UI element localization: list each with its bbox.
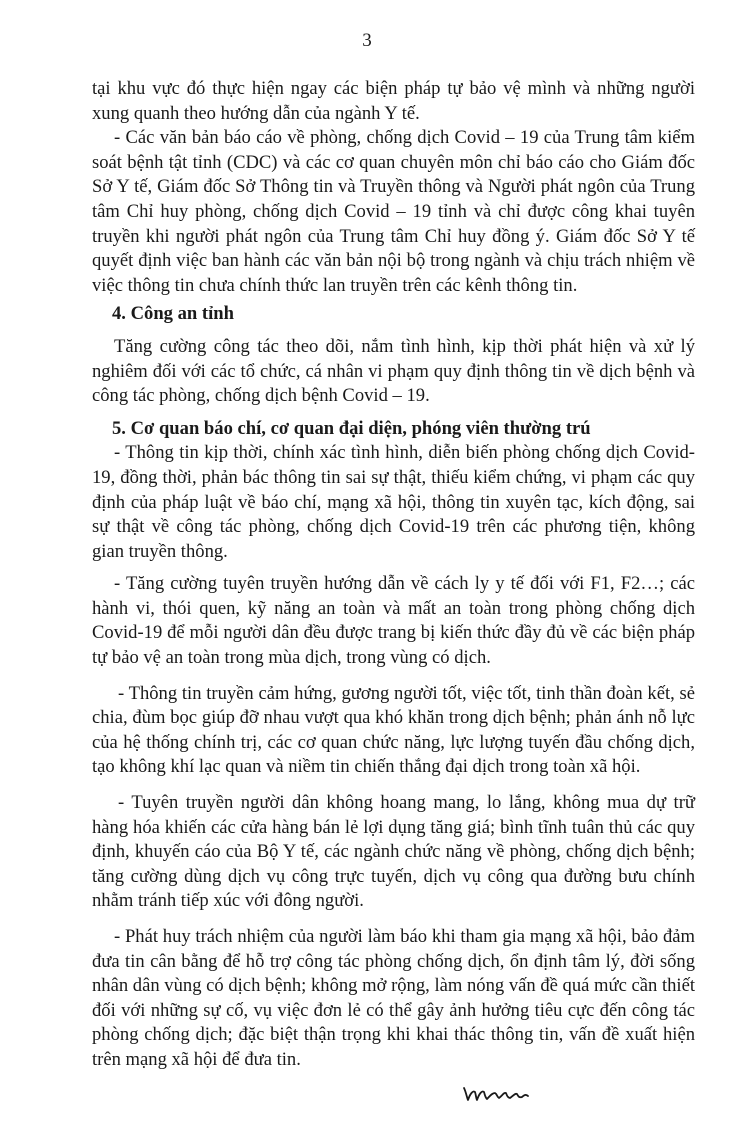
paragraph-press-responsibility: - Phát huy trách nhiệm của người làm báo khi tham gia mạng xã hội, bảo đảm đưa tin cân bằng để hỗ trợ công tác phòng chống dịch, ổn định tâm lý, đời sống nhân dân vùng có dịch bệnh; không mở rộng, làm nóng vấn đề quá mức cần thiết đối với những sự cố, vụ việc đơn lẻ có thể gây ảnh hưởng tiêu cực đến công tác phòng chống dịch; đặc biệt thận trọng khi khai thác thông tin, vấn đề xuất hiện trên mạng xã hội để đưa tin.: [92, 926, 695, 1070]
section-heading-police: 4. Công an tỉnh: [112, 303, 234, 325]
paragraph-press-no-panic: - Tuyên truyền người dân không hoang mang, lo lắng, không mua dự trữ hàng hóa khiến các cửa hàng bán lẻ lợi dụng tăng giá; bình tĩnh tuân thủ các quy định, khuyến cáo của Bộ Y tế, các ngành chức năng về phòng, chống dịch bệnh; tăng cường dùng dịch vụ công trực tuyến, dịch vụ công qua đường bưu chính nhằm tránh tiếp xúc với đông người.: [92, 792, 695, 912]
paragraph-cdc-reports: - Các văn bản báo cáo về phòng, chống dịch Covid – 19 của Trung tâm kiểm soát bệnh tật tỉnh (CDC) và các cơ quan chuyên môn chỉ báo cáo cho Giám đốc Sở Y tế, Giám đốc Sở Thông tin và Truyền thông và Người phát ngôn của Trung tâm Chỉ huy phòng, chống dịch Covid – 19 tỉnh và chỉ được công khai tuyên truyền khi người phát ngôn của Trung tâm Chỉ huy đồng ý. Giám đốc Sở Y tế quyết định việc ban hành các văn bản nội bộ trong ngành và chịu trách nhiệm về việc thông tin chưa chính thức lan truyền trên các kênh thông tin.: [92, 127, 695, 296]
section-heading-press: 5. Cơ quan báo chí, cơ quan đại diện, phóng viên thường trú: [112, 417, 591, 439]
paragraph-continuation: tại khu vực đó thực hiện ngay các biện pháp tự bảo vệ mình và những người xung quanh theo hướng dẫn của ngành Y tế.: [92, 78, 695, 124]
paragraph-police: Tăng cường công tác theo dõi, nắm tình hình, kịp thời phát hiện và xử lý nghiêm đối với các tổ chức, cá nhân vi phạm quy định thông tin về dịch bệnh và công tác phòng, chống dịch bệnh Covid – 19.: [92, 335, 695, 407]
page-number: 3: [362, 30, 372, 51]
paragraph-press-quarantine: - Tăng cường tuyên truyền hướng dẫn về cách ly y tế đối với F1, F2…; các hành vi, thói quen, kỹ năng an toàn và mất an toàn trong phòng chống dịch Covid-19 để mỗi người dân đều được trang bị kiến thức đầy đủ về các biện pháp tự bảo vệ an toàn trong mùa dịch, trong vùng có dịch.: [92, 573, 695, 669]
paragraph-press-timely-info: - Thông tin kịp thời, chính xác tình hình, diễn biến phòng chống dịch Covid-19, đồng thời, phản bác thông tin sai sự thật, thiếu kiểm chứng, vi phạm các quy định của pháp luật về báo chí, mạng xã hội, thông tin xuyên tạc, kích động, sai sự thật về công tác phòng, chống dịch Covid-19 trên các phương tiện, không gian truyền thông.: [92, 442, 695, 562]
document-body: [92, 77, 695, 1073]
paragraph-press-inspiration: - Thông tin truyền cảm hứng, gương người tốt, việc tốt, tinh thần đoàn kết, sẻ chia, đùm bọc giúp đỡ nhau vượt qua khó khăn trong dịch bệnh; phản ánh nỗ lực của hệ thống chính trị, các cơ quan chức năng, lực lượng tuyến đầu chống dịch, tạo không khí lạc quan và niềm tin chiến thắng đại dịch trong toàn xã hội.: [92, 682, 695, 778]
handwritten-initials: [462, 1082, 532, 1106]
